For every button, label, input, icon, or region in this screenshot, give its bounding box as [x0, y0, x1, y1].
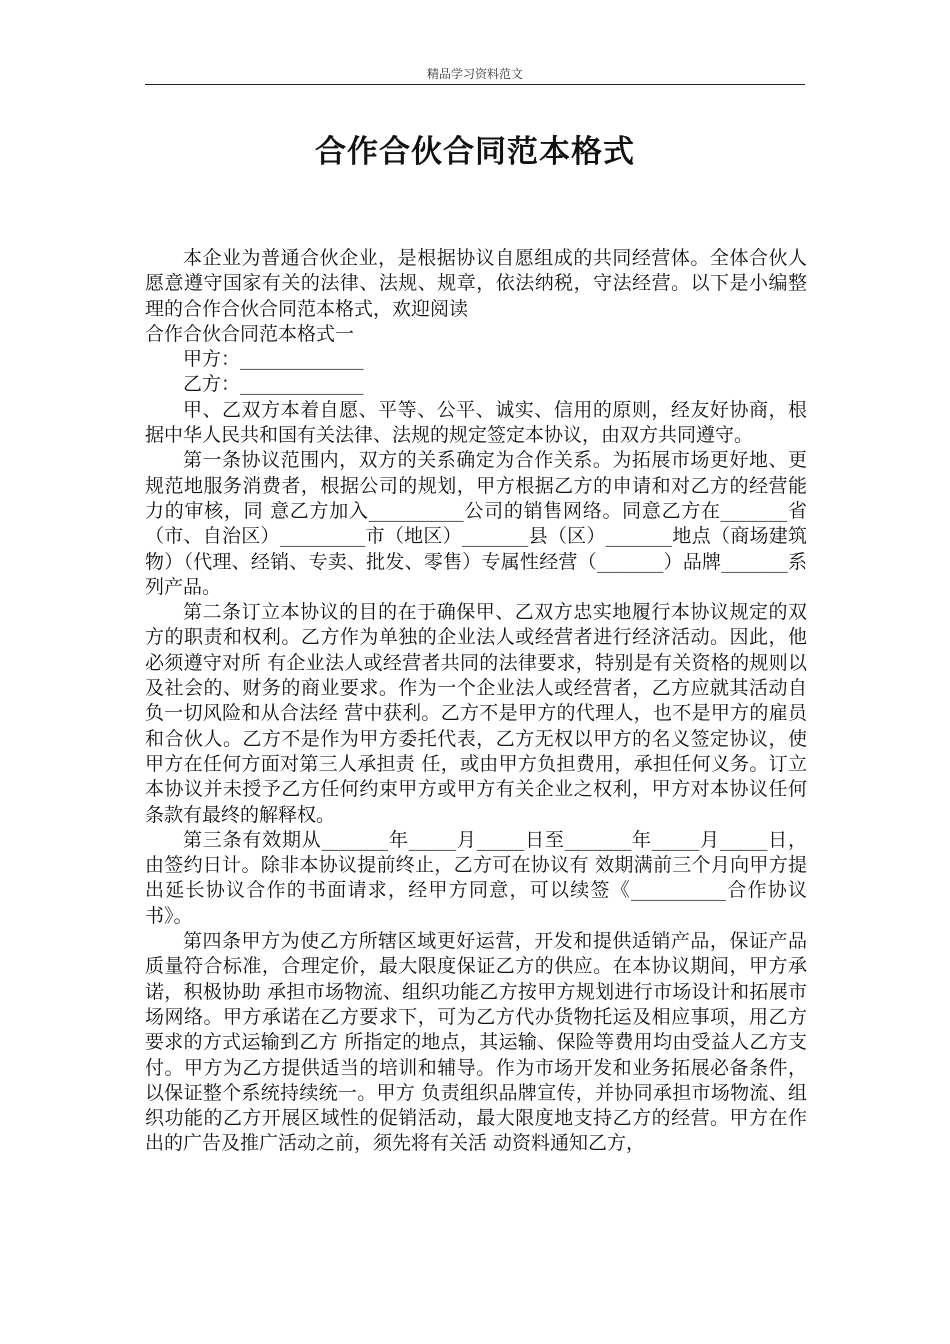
article-1-paragraph: 第一条协议范围内，双方的关系确定为合作关系。为拓展市场更好地、更规范地服务消费者，根据公司的规划，甲方根据乙方的申请和对乙方的经营能力的审核，同 意乙方加入__________公司的销售网络。同意乙方在_______省（市、自治区）_________市（地区）_______县（区）_______地点（商场建筑物）（代理、经销、专卖、批发、零售）专属性经营（_______）品牌_______系列产品。: [145, 449, 807, 598]
page-header: [145, 66, 805, 85]
intro-paragraph: 本企业为普通合伙企业，是根据协议自愿组成的共同经营体。全体合伙人愿意遵守国家有关的法律、法规、规章，依法纳税，守法经营。以下是小编整理的合作合伙合同范本格式，欢迎阅读: [145, 247, 807, 320]
article-4-paragraph: 第四条甲方为使乙方所辖区域更好运营，开发和提供适销产品，保证产品质量符合标准，合理定价，最大限度保证乙方的供应。在本协议期间，甲方承诺，积极协助 承担市场物流、组织功能乙方按甲方规划进行市场设计和拓展市场网络。甲方承诺在乙方要求下，可为乙方代办货物托运及相应事项，用乙方要求的方式运输到乙方 所指定的地点，其运输、保险等费用均由受益人乙方支付。甲方为乙方提供适当的培训和辅导。作为市场开发和业务拓展必备条件，以保证整个系统持续统一。甲方 负责组织品牌宣传，并协同承担市场物流、组织功能的乙方开展区域性的促销活动，最大限度地支持乙方的经营。甲方在作出的广告及推广活动之前，须先将有关活 动资料通知乙方，: [145, 930, 807, 1155]
document-title: 合作合伙合同范本格式: [315, 134, 635, 170]
article-2-paragraph: 第二条订立本协议的目的在于确保甲、乙双方忠实地履行本协议规定的双方的职责和权利。乙方作为单独的企业法人或经营者进行经济活动。因此，他必须遵守对所 有企业法人或经营者共同的法律要求，特别是有关资格的规则以及社会的、财务的商业要求。作为一个企业法人或经营者，乙方应就其活动自负一切风险和从合法经 营中获利。乙方不是甲方的代理人，也不是甲方的雇员和合伙人。乙方不是作为甲方委托代表，乙方无权以甲方的名义签定协议，使甲方在任何方面对第三人承担责 任，或由甲方负担费用，承担任何义务。订立本协议并未授予乙方任何约束甲方或甲方有关企业之权利，甲方对本协议任何条款有最终的解释权。: [145, 601, 807, 826]
document-body: [145, 246, 807, 1157]
header-text: 精品学习资料范文: [426, 67, 523, 81]
preamble-paragraph: 甲、乙双方本着自愿、平等、公平、诚实、信用的原则，经友好协商，根据中华人民共和国有关法律、法规的规定签定本协议，由双方共同遵守。: [145, 398, 807, 447]
article-3-paragraph: 第三条有效期从_______年_____月_____日至_______年_____月_____日，由签约日计。除非本协议提前终止，乙方可在协议有 效期满前三个月向甲方提出延长协议合作的书面请求，经甲方同意，可以续签《__________合作协议书》。: [145, 828, 807, 927]
party-b-line: 乙方：_____________: [183, 373, 364, 396]
party-a-line: 甲方：_____________: [183, 348, 364, 371]
section-heading: 合作合伙合同范本格式一: [145, 322, 355, 345]
